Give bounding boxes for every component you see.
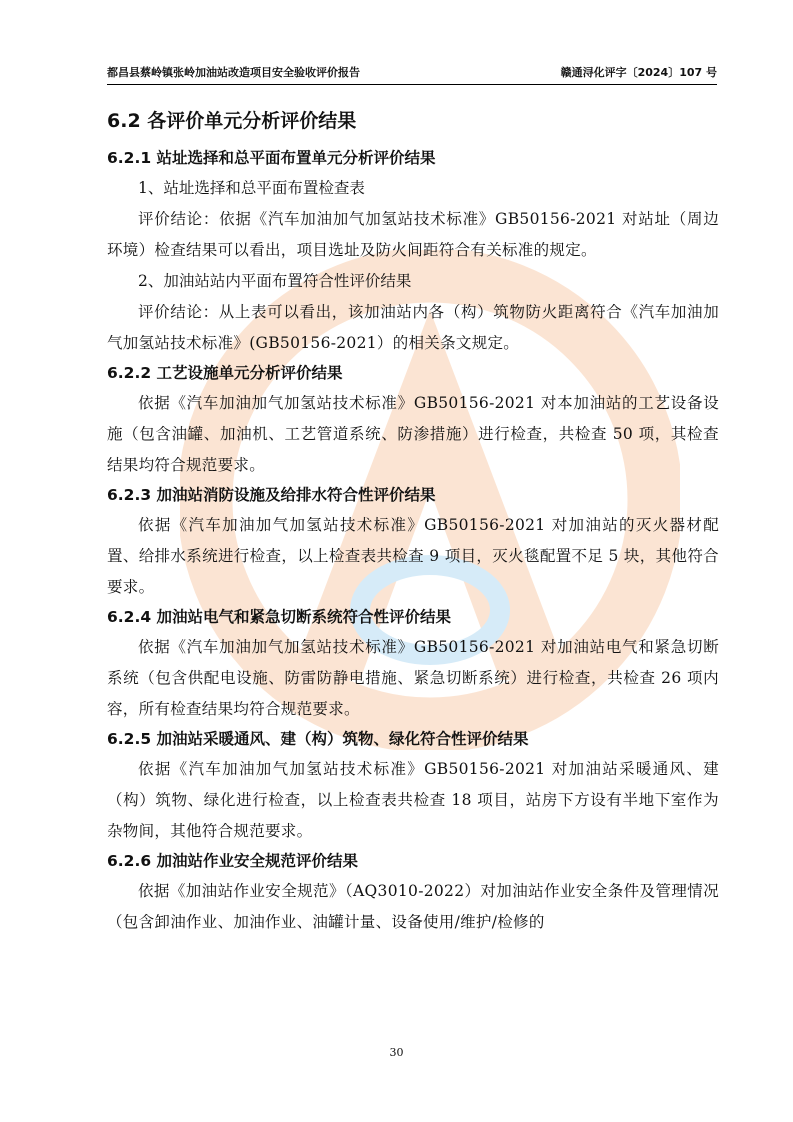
subsection-heading: 6.2.5 加油站采暖通风、建（构）筑物、绿化符合性评价结果 [107, 730, 529, 748]
page-number: 30 [389, 1046, 404, 1059]
subsection-heading: 6.2.1 站址选择和总平面布置单元分析评价结果 [107, 149, 436, 167]
subsection-6-2-2 [107, 359, 719, 481]
subsection-heading: 6.2.2 工艺设施单元分析评价结果 [107, 364, 343, 382]
header-report-title: 都昌县蔡岭镇张岭加油站改造项目安全验收评价报告 [107, 66, 360, 79]
paragraph: 评价结论：依据《汽车加油加气加氢站技术标准》GB50156-2021 对站址（周边环境）检查结果可以看出，项目选址及防火间距符合有关标准的规定。 [107, 210, 719, 259]
subsection-6-2-3 [107, 481, 719, 603]
subsection-6-2-5 [107, 725, 719, 847]
paragraph: 依据《汽车加油加气加氢站技术标准》GB50156-2021 对加油站电气和紧急切断系统（包含供配电设施、防雷防静电措施、紧急切断系统）进行检查，共检查 26 项内容，所有检查结果均符合规范要求。 [107, 638, 719, 718]
paragraph: 依据《汽车加油加气加氢站技术标准》GB50156-2021 对加油站采暖通风、建（构）筑物、绿化进行检查，以上检查表共检查 18 项目，站房下方设有半地下室作为杂物间，其他符合规范要求。 [107, 760, 719, 840]
paragraph: 依据《汽车加油加气加氢站技术标准》GB50156-2021 对加油站的灭火器材配置、给排水系统进行检查，以上检查表共检查 9 项目，灭火毯配置不足 5 块，其他符合要求。 [107, 516, 719, 596]
subsection-6-2-4 [107, 603, 719, 725]
main-content [107, 100, 719, 938]
subsection-6-2-6 [107, 847, 719, 938]
subsection-heading: 6.2.4 加油站电气和紧急切断系统符合性评价结果 [107, 608, 452, 626]
subsection-6-2-1 [107, 144, 719, 359]
list-item: 1、站址选择和总平面布置检查表 [138, 179, 365, 197]
paragraph: 依据《加油站作业安全规范》（AQ3010-2022）对加油站作业安全条件及管理情况（包含卸油作业、加油作业、油罐计量、设备使用/维护/检修的 [107, 882, 719, 931]
paragraph: 依据《汽车加油加气加氢站技术标准》GB50156-2021 对本加油站的工艺设备设施（包含油罐、加油机、工艺管道系统、防渗措施）进行检查，共检查 50 项，其检查结果均符合规范要求。 [107, 394, 719, 474]
paragraph: 评价结论：从上表可以看出，该加油站内各（构）筑物防火距离符合《汽车加油加气加氢站技术标准》(GB50156-2021）的相关条文规定。 [107, 303, 719, 352]
section-heading: 6.2 各评价单元分析评价结果 [107, 110, 357, 132]
page-header [107, 62, 717, 85]
header-document-number: 赣通浔化评字〔2024〕107 号 [560, 66, 717, 79]
list-item: 2、加油站站内平面布置符合性评价结果 [138, 272, 412, 290]
subsection-heading: 6.2.3 加油站消防设施及给排水符合性评价结果 [107, 486, 436, 504]
subsection-heading: 6.2.6 加油站作业安全规范评价结果 [107, 852, 359, 870]
